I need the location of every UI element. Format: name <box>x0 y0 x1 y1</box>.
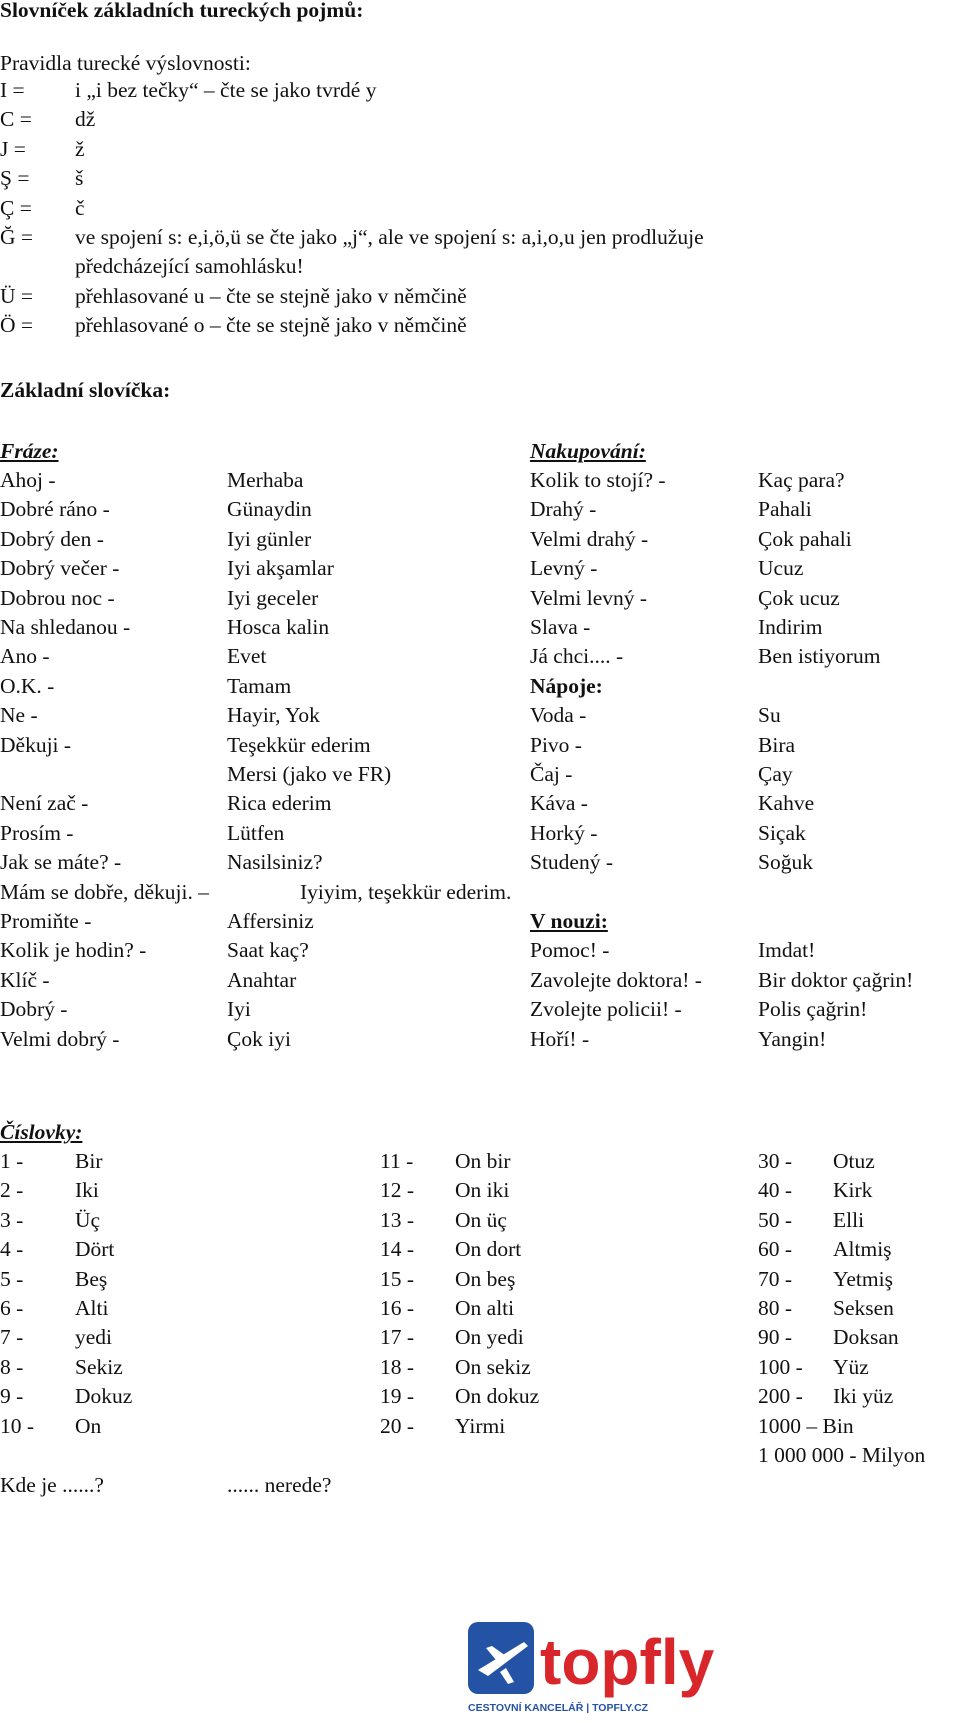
number-digit: 4 - <box>0 1237 24 1262</box>
shopping-turkish: Kaç para? <box>758 468 845 492</box>
number-word: Seksen <box>833 1296 894 1320</box>
pronunciation-letter: Ü = <box>0 283 34 308</box>
number-digit: 60 - <box>758 1237 793 1262</box>
shopping-heading: Nakupování: <box>530 439 646 463</box>
phrase-turkish: Tamam <box>227 673 292 698</box>
svg-text:topfly: topfly <box>540 1626 715 1698</box>
number-big: 1000 – Bin <box>758 1413 854 1438</box>
phrase-czech: Dobrý den - <box>0 526 104 551</box>
number-word: Doksan <box>833 1325 899 1350</box>
drink-turkish: Kahve <box>758 791 815 816</box>
phrase-turkish: Merhaba <box>227 468 304 492</box>
number-word: yedi <box>75 1325 113 1350</box>
phrase-czech: Prosím - <box>0 820 74 845</box>
drink-turkish: Soğuk <box>758 850 813 875</box>
shopping-czech: Levný - <box>530 556 598 581</box>
shopping-czech: Kolik to stojí? - <box>530 468 666 492</box>
number-big: 1 000 000 - Milyon <box>758 1443 926 1467</box>
number-word: Dokuz <box>75 1384 133 1409</box>
number-word: Alti <box>75 1296 109 1320</box>
pronunciation-description: přehlasované o – čte se stejně jako v němčině <box>75 313 467 338</box>
emergency-czech: Zavolejte doktora! - <box>530 967 702 992</box>
number-digit: 15 - <box>380 1266 415 1291</box>
number-word: Elli <box>833 1207 865 1232</box>
number-word: On <box>75 1413 102 1438</box>
phrase-turkish: Iyi akşamlar <box>227 556 334 581</box>
phrase-czech: Ano - <box>0 644 50 669</box>
emergency-czech: Pomoc! - <box>530 938 610 963</box>
phrase-czech: Klíč - <box>0 967 50 992</box>
number-word: Dört <box>75 1237 115 1262</box>
number-digit: 5 - <box>0 1266 24 1291</box>
emergency-turkish: Imdat! <box>758 938 816 963</box>
number-digit: 70 - <box>758 1266 793 1291</box>
shopping-turkish: Pahali <box>758 497 812 522</box>
phrase-czech: Ahoj - <box>0 468 56 492</box>
emergency-turkish: Polis çağrin! <box>758 997 868 1022</box>
number-digit: 100 - <box>758 1354 803 1379</box>
phrase-turkish: Evet <box>227 644 267 669</box>
pronunciation-description: dž <box>75 107 96 132</box>
number-digit: 13 - <box>380 1207 415 1232</box>
shopping-czech: Slava - <box>530 615 591 639</box>
phrase-czech: Promiňte - <box>0 909 92 933</box>
phrase-czech: Není zač - <box>0 791 89 816</box>
number-digit: 1 - <box>0 1149 24 1173</box>
drink-czech: Pivo - <box>530 732 582 757</box>
number-word: Yetmiş <box>833 1266 893 1291</box>
number-word: Bir <box>75 1149 103 1173</box>
drink-turkish: Su <box>758 703 781 728</box>
phrase-czech: Mám se dobře, děkuji. – <box>0 879 209 904</box>
phrase-turkish: Rica ederim <box>227 791 332 816</box>
pronunciation-letter: Ç = <box>0 195 32 220</box>
number-word: On dort <box>455 1237 522 1262</box>
number-digit: 200 - <box>758 1384 803 1409</box>
number-digit: 11 - <box>380 1149 414 1173</box>
number-digit: 80 - <box>758 1296 793 1320</box>
pronunciation-description: předcházející samohlásku! <box>75 254 304 279</box>
emergency-czech: Hoří! - <box>530 1026 590 1051</box>
number-word: Iki <box>75 1178 99 1203</box>
pronunciation-description: š <box>75 166 84 191</box>
phrase-turkish: Iyi <box>227 997 251 1022</box>
number-word: On beş <box>455 1266 516 1291</box>
svg-text:CESTOVNÍ KANCELÁŘ | TOPFLY.CZ: CESTOVNÍ KANCELÁŘ | TOPFLY.CZ <box>468 1702 649 1714</box>
numbers-heading: Číslovky: <box>0 1120 83 1144</box>
number-digit: 8 - <box>0 1354 24 1379</box>
phrase-czech: Dobré ráno - <box>0 497 110 522</box>
shopping-turkish: Çok ucuz <box>758 585 840 610</box>
emergency-turkish: Yangin! <box>758 1026 827 1051</box>
number-digit: 17 - <box>380 1325 415 1350</box>
phrase-turkish: Iyi günler <box>227 526 312 551</box>
number-word: Sekiz <box>75 1354 123 1379</box>
pronunciation-letter: Ğ = <box>0 225 34 249</box>
pronunciation-letter: Ş = <box>0 166 30 191</box>
phrases-heading: Fráze: <box>0 439 59 463</box>
shopping-czech: Velmi drahý - <box>530 526 649 551</box>
drink-turkish: Bira <box>758 732 796 757</box>
phrase-turkish: Çok iyi <box>227 1026 291 1051</box>
number-digit: 40 - <box>758 1178 793 1203</box>
number-digit: 10 - <box>0 1413 35 1438</box>
where-answer: ...... nerede? <box>227 1473 332 1497</box>
shopping-czech: Velmi levný - <box>530 585 648 610</box>
phrase-turkish: Iyiyim, teşekkür ederim. <box>300 879 512 904</box>
number-digit: 19 - <box>380 1384 415 1409</box>
phrase-czech: Na shledanou - <box>0 615 131 639</box>
phrase-turkish: Nasilsiniz? <box>227 850 323 875</box>
number-word: On bir <box>455 1149 511 1173</box>
number-word: On sekiz <box>455 1354 531 1379</box>
page-title: Slovníček základních tureckých pojmů: <box>0 0 364 22</box>
pronunciation-heading: Pravidla turecké výslovnosti: <box>0 51 251 75</box>
shopping-turkish: Ben istiyorum <box>758 644 881 669</box>
number-word: Yüz <box>833 1354 869 1379</box>
shopping-czech: Drahý - <box>530 497 597 522</box>
phrase-turkish: Anahtar <box>227 967 297 992</box>
topfly-logo <box>466 1620 720 1716</box>
shopping-czech: Já chci.... - <box>530 644 624 669</box>
number-word: On iki <box>455 1178 510 1203</box>
pronunciation-letter: J = <box>0 136 26 161</box>
number-digit: 3 - <box>0 1207 24 1232</box>
number-word: On yedi <box>455 1325 524 1350</box>
phrase-czech: Dobrý - <box>0 997 68 1022</box>
emergency-czech: Zvolejte policii! - <box>530 997 682 1022</box>
phrase-turkish: Hosca kalin <box>227 615 330 639</box>
number-digit: 2 - <box>0 1178 24 1203</box>
phrase-turkish: Saat kaç? <box>227 938 309 963</box>
number-word: Kirk <box>833 1178 873 1203</box>
phrase-czech: Kolik je hodin? - <box>0 938 147 963</box>
number-word: Otuz <box>833 1149 875 1173</box>
phrase-czech: Děkuji - <box>0 732 72 757</box>
phrase-turkish: Lütfen <box>227 820 285 845</box>
number-word: On üç <box>455 1207 507 1232</box>
drink-czech: Čaj - <box>530 762 573 786</box>
pronunciation-letter: I = <box>0 78 25 102</box>
pronunciation-description: i „i bez tečky“ – čte se jako tvrdé y <box>75 78 377 102</box>
shopping-turkish: Ucuz <box>758 556 804 581</box>
number-digit: 16 - <box>380 1296 415 1320</box>
number-digit: 12 - <box>380 1178 415 1203</box>
number-digit: 7 - <box>0 1325 24 1350</box>
phrase-turkish: Teşekkür ederim <box>227 732 371 757</box>
phrase-turkish: Günaydin <box>227 497 312 522</box>
where-question: Kde je ......? <box>0 1473 104 1497</box>
pronunciation-description: přehlasované u – čte se stejně jako v němčině <box>75 283 467 308</box>
phrase-czech: Dobrý večer - <box>0 556 120 581</box>
drink-czech: Studený - <box>530 850 614 875</box>
number-word: Altmiş <box>833 1237 892 1262</box>
phrase-czech: Ne - <box>0 703 38 728</box>
pronunciation-letter: Ö = <box>0 313 34 338</box>
emergency-heading: V nouzi: <box>530 909 608 933</box>
number-digit: 18 - <box>380 1354 415 1379</box>
drink-czech: Horký - <box>530 820 598 845</box>
pronunciation-description: ž <box>75 136 85 161</box>
phrase-turkish: Iyi geceler <box>227 585 319 610</box>
number-digit: 14 - <box>380 1237 415 1262</box>
phrase-czech: Velmi dobrý - <box>0 1026 120 1051</box>
number-word: Üç <box>75 1207 101 1232</box>
phrase-turkish: Affersiniz <box>227 909 314 933</box>
shopping-turkish: Indirim <box>758 615 823 639</box>
phrase-czech: Jak se máte? - <box>0 850 122 875</box>
pronunciation-description: ve spojení s: e,i,ö,ü se čte jako „j“, ale ve spojení s: a,i,o,u jen prodlužuje <box>75 225 704 249</box>
shopping-turkish: Çok pahali <box>758 526 852 551</box>
phrase-czech: Dobrou noc - <box>0 585 115 610</box>
vocab-heading: Základní slovíčka: <box>0 378 171 402</box>
emergency-turkish: Bir doktor çağrin! <box>758 967 914 992</box>
number-word: Beş <box>75 1266 108 1291</box>
pronunciation-description: č <box>75 195 85 220</box>
drinks-heading: Nápoje: <box>530 673 603 698</box>
phrase-turkish: Hayir, Yok <box>227 703 320 728</box>
phrase-czech: O.K. - <box>0 673 55 698</box>
drink-czech: Káva - <box>530 791 588 816</box>
number-word: Iki yüz <box>833 1384 894 1409</box>
drink-czech: Voda - <box>530 703 587 728</box>
topfly-logo-icon <box>466 1620 720 1716</box>
phrase-turkish: Mersi (jako ve FR) <box>227 762 392 786</box>
number-digit: 90 - <box>758 1325 793 1350</box>
number-digit: 9 - <box>0 1384 24 1409</box>
number-word: On dokuz <box>455 1384 540 1409</box>
number-word: Yirmi <box>455 1413 506 1438</box>
pronunciation-letter: C = <box>0 107 32 132</box>
number-digit: 30 - <box>758 1149 793 1173</box>
number-digit: 20 - <box>380 1413 415 1438</box>
drink-turkish: Siçak <box>758 820 806 845</box>
number-word: On alti <box>455 1296 515 1320</box>
number-digit: 50 - <box>758 1207 793 1232</box>
drink-turkish: Çay <box>758 762 793 786</box>
number-digit: 6 - <box>0 1296 24 1320</box>
